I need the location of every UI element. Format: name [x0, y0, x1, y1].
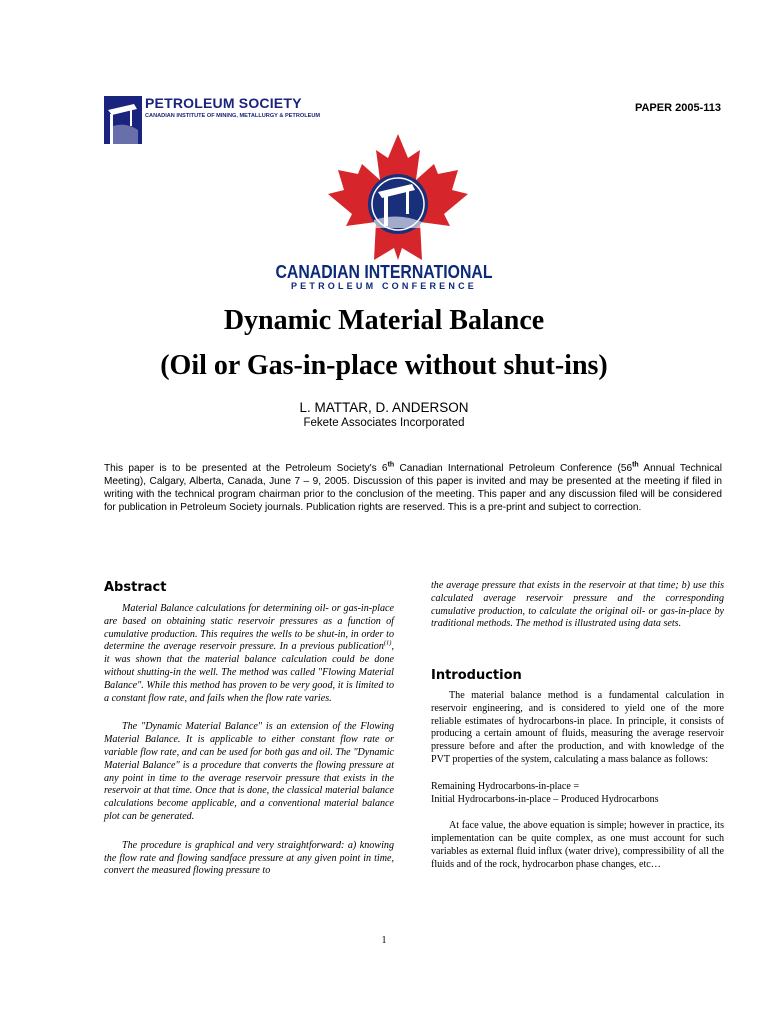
introduction-column — [431, 690, 724, 872]
society-subtitle: CANADIAN INSTITUTE OF MINING, METALLURGY & PETROLEUM — [145, 113, 321, 119]
conference-maple-leaf-logo — [308, 132, 488, 267]
abstract-paragraph-1 — [104, 603, 394, 705]
abstract-paragraph-3: The procedure is graphical and very straightforward: a) knowing the flow rate and flowing sandface pressure at any given point in time, convert the measured flowing pressure to — [104, 839, 394, 877]
introduction-paragraph-2: At face value, the above equation is simple; however in practice, its implementation can be quite complex, as one must account for such variables as external fluid influx (water drive), compressibility of all the fluids and of the rock, hydrocarbon phase changes, etc… — [431, 820, 724, 870]
equation-line-2: Initial Hydrocarbons-in-place – Produced Hydrocarbons — [431, 793, 659, 805]
paper-title-line2: (Oil or Gas-in-place without shut-ins) — [160, 350, 608, 381]
notice-text-2: Canadian International Petroleum Conference (56 — [394, 463, 633, 474]
abstract-heading: Abstract — [104, 580, 167, 595]
petroleum-society-logo — [104, 96, 142, 144]
notice-text-3: Annual Technical Meeting), Calgary, Alberta, Canada, June 7 – 9, 2005. Discussion of this paper is invited and may be presented at the meeting if filed in writing with the technical program chairman prior to the conclusion of the meeting. This paper and any discussion filed will be considered for publication in Petroleum Society journals. Publication rights are reserved. This is a pre-print and subject to correction. — [104, 463, 722, 513]
notice-sup-1: th — [387, 461, 395, 469]
conference-name-line1: CANADIAN INTERNATIONAL — [275, 262, 493, 282]
reference-mark: (1) — [383, 640, 392, 648]
society-name: PETROLEUM SOCIETY — [145, 95, 302, 111]
abstract-p1-text: Material Balance calculations for determining oil- or gas-in-place are based on obtaining static reservoir pressures as a function of cumulative production. This requires the wells to be shut-in, in order to determine the average reservoir pressure. In a previous publication — [104, 603, 394, 653]
affiliation: Fekete Associates Incorporated — [303, 417, 465, 429]
introduction-paragraph-1: The material balance method is a fundamental calculation in reservoir engineering, and is considered to yield one of the more reliable estimates of hydrocarbons-in place. In principle, it consists of producing a certain amount of fluids, measuring the average reservoir pressure before and after the production, and with knowledge of the PVT properties of the system, calculating a mass balance as follows: — [431, 690, 724, 765]
authors: L. MATTAR, D. ANDERSON — [299, 400, 469, 415]
paper-number: PAPER 2005-113 — [634, 102, 721, 114]
conference-notice — [104, 462, 722, 514]
abstract-paragraph-2: The "Dynamic Material Balance" is an extension of the Flowing Material Balance. It is applicable to either constant flow rate or variable flow rate, and can be used for both gas and oil. The "Dynamic Material Balance" is a procedure that converts the flowing pressure at any point in time to the average reservoir pressure that exists in the reservoir at that time. Once that is done, the classical material balance calculations become applicable, and a conventional material balance plot can be generated. — [104, 721, 394, 822]
notice-text-1: This paper is to be presented at the Petroleum Society's 6 — [104, 463, 388, 474]
equation-line-1: Remaining Hydrocarbons-in-place = — [431, 780, 580, 792]
conference-name-line2: PETROLEUM CONFERENCE — [290, 281, 477, 291]
paper-title-line1: Dynamic Material Balance — [223, 305, 545, 336]
abstract-p1-text-cont: , it was shown that the material balance calculation could be done without shutting-in the well. The method was called "Flowing Material Balance". While this method has proven to be very good, it is limited to a constant flow rate, and fails when the flow rate varies. — [104, 641, 394, 704]
abstract-paragraph-3-cont: the average pressure that exists in the reservoir at that time; b) use this calculated average reservoir pressure and the corresponding cumulative production, to calculate the original oil- or gas-in-place by traditional methods. The method is illustrated using data sets. — [431, 580, 724, 630]
abstract-column — [104, 603, 394, 878]
introduction-heading: Introduction — [431, 668, 522, 683]
abstract-continuation — [431, 580, 724, 631]
page-number: 1 — [381, 935, 387, 946]
notice-sup-2: th — [632, 461, 639, 469]
